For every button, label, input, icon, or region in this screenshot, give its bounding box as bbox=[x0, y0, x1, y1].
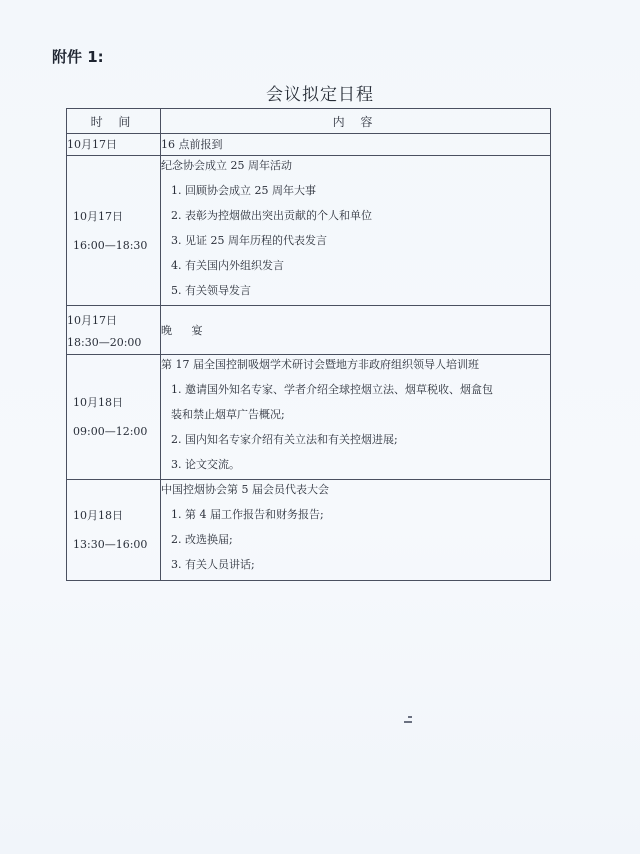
table-row bbox=[67, 355, 551, 480]
time-cell bbox=[67, 480, 161, 581]
time-date: 10月18日 bbox=[73, 509, 123, 522]
time-range: 09:00—12:00 bbox=[73, 425, 148, 438]
time-cell bbox=[67, 134, 161, 156]
content-cell bbox=[161, 480, 551, 581]
list-item: 2. 国内知名专家介绍有关立法和有关控烟进展; bbox=[171, 433, 398, 446]
schedule-table bbox=[66, 108, 551, 581]
time-cell bbox=[67, 306, 161, 355]
attachment-label: 附件 1: bbox=[52, 48, 104, 66]
header-content: 内 容 bbox=[161, 109, 551, 134]
table-row bbox=[67, 134, 551, 156]
list-item: 4. 有关国内外组织发言 bbox=[171, 259, 284, 272]
time-date: 10月18日 bbox=[73, 396, 123, 409]
table-row bbox=[67, 156, 551, 306]
table-row bbox=[67, 306, 551, 355]
content-title: 16 点前报到 bbox=[161, 138, 223, 151]
time-range: 13:30—16:00 bbox=[73, 538, 148, 551]
list-item-continuation: 装和禁止烟草广告概况; bbox=[171, 408, 285, 421]
time-cell bbox=[67, 355, 161, 480]
list-item: 3. 有关人员讲话; bbox=[171, 558, 255, 571]
content-title: 晚 宴 bbox=[161, 324, 211, 337]
table-header-row bbox=[67, 109, 551, 134]
time-date: 10月17日 bbox=[73, 209, 123, 223]
header-time: 时 间 bbox=[67, 109, 161, 134]
time-range: 18:30—20:00 bbox=[67, 336, 142, 349]
content-cell bbox=[161, 355, 551, 480]
list-item: 1. 回顾协会成立 25 周年大事 bbox=[171, 184, 316, 197]
content-title: 中国控烟协会第 5 届会员代表大会 bbox=[161, 483, 329, 496]
list-item: 1. 邀请国外知名专家、学者介绍全球控烟立法、烟草税收、烟盒包 bbox=[171, 383, 493, 396]
time-date: 10月17日 bbox=[67, 314, 117, 327]
scan-speck bbox=[404, 721, 412, 723]
list-item: 2. 改选换届; bbox=[171, 533, 233, 546]
time-range: 16:00—18:30 bbox=[73, 238, 148, 252]
list-item: 5. 有关领导发言 bbox=[171, 284, 251, 297]
dinner-cell bbox=[161, 306, 551, 355]
list-item: 3. 论文交流。 bbox=[171, 458, 240, 471]
table-row bbox=[67, 480, 551, 581]
content-title: 第 17 届全国控制吸烟学术研讨会暨地方非政府组织领导人培训班 bbox=[161, 358, 479, 371]
time-date: 10月17日 bbox=[67, 138, 117, 151]
list-item: 3. 见证 25 周年历程的代表发言 bbox=[171, 234, 327, 247]
scan-speck bbox=[408, 716, 412, 718]
content-cell bbox=[161, 156, 551, 306]
content-cell bbox=[161, 134, 551, 156]
document-title: 会议拟定日程 bbox=[266, 85, 374, 105]
content-title: 纪念协会成立 25 周年活动 bbox=[161, 159, 292, 172]
list-item: 1. 第 4 届工作报告和财务报告; bbox=[171, 508, 324, 521]
time-cell bbox=[67, 156, 161, 306]
list-item: 2. 表彰为控烟做出突出贡献的个人和单位 bbox=[171, 209, 372, 222]
